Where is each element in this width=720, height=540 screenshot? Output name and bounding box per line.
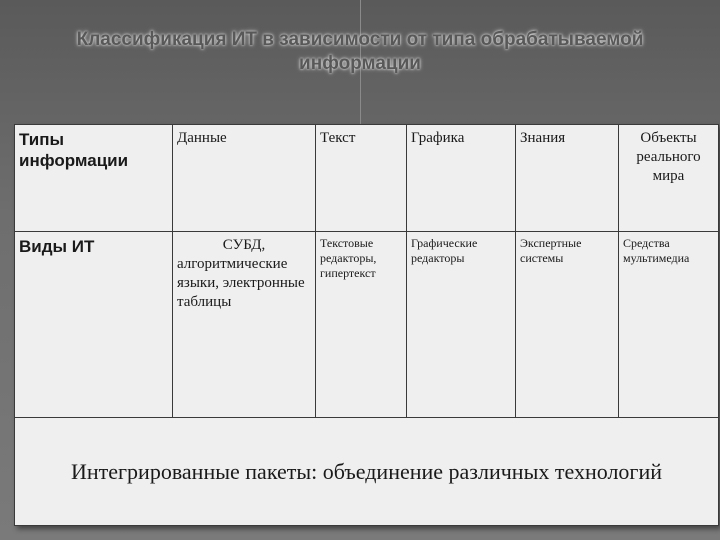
it-knowledge-cell: Экспертные системы (516, 232, 619, 418)
slide-title-line2: информации (299, 53, 421, 74)
it-data-cell (173, 232, 316, 418)
integrated-packages-cell: Интегрированные пакеты: объединение различных технологий (15, 418, 719, 526)
it-data-first: СУБД, (222, 237, 266, 253)
it-kinds-row (15, 232, 719, 418)
it-objects-cell: Средства мультимедиа (619, 232, 719, 418)
type-knowledge: Знания (516, 125, 619, 232)
it-graphics-cell: Графические редакторы (407, 232, 516, 418)
type-graphics: Графика (407, 125, 516, 232)
type-data: Данные (173, 125, 316, 232)
types-header: Типы информации (15, 125, 173, 232)
slide-title-line1: Классификация ИТ в зависимости от типа обрабатываемой (76, 29, 644, 50)
it-text-cell: Текстовые редакторы, гипертекст (316, 232, 407, 418)
integrated-row (15, 418, 719, 526)
it-data-rest: алгоритмические языки, электронные таблицы (177, 256, 305, 310)
types-row (15, 125, 719, 232)
classification-panel (14, 124, 718, 526)
it-kinds-header: Виды ИТ (15, 232, 173, 418)
type-text: Текст (316, 125, 407, 232)
classification-table (14, 124, 719, 526)
type-real-objects: Объекты реального мира (619, 125, 719, 232)
slide-title (0, 28, 720, 76)
